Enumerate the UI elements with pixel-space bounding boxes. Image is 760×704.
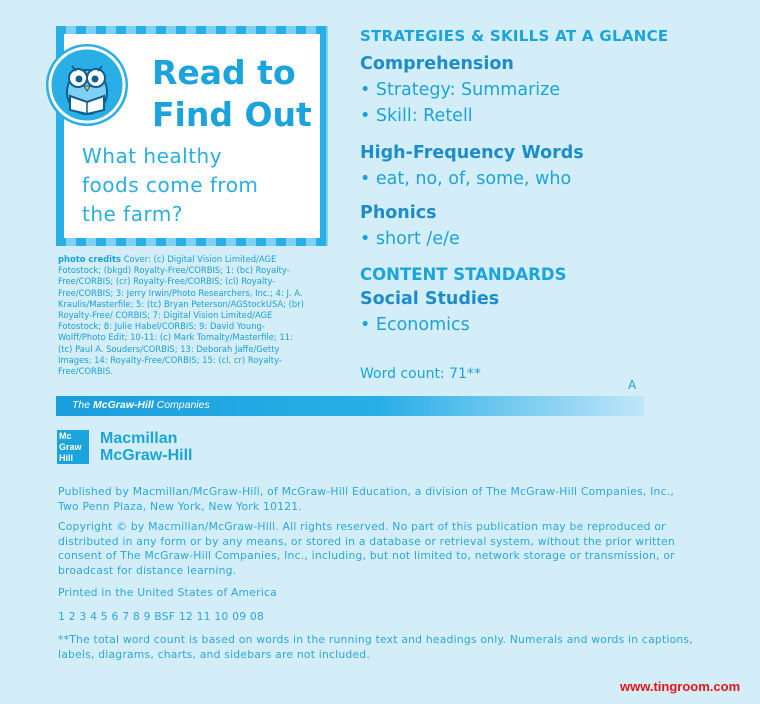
question-line-1: What healthy — [82, 144, 223, 168]
logo-mark-mc: Mc — [59, 431, 72, 441]
banner-prefix: The — [72, 399, 94, 411]
hfw-heading: High-Frequency Words — [360, 143, 584, 163]
phonics-item: • short /e/e — [360, 229, 460, 249]
mcgraw-hill-logo-mark — [57, 430, 89, 464]
phonics-heading: Phonics — [360, 203, 437, 223]
level-label: A — [628, 378, 637, 392]
read-to-find-out-box — [56, 26, 328, 246]
banner-suffix: Companies — [153, 399, 210, 411]
published-by-text: Published by Macmillan/McGraw-Hill, of McGraw-Hill Education, a division of The McGraw-Hill Companies, Inc., Two Penn Plaza, New York, New York 10121. — [58, 485, 674, 513]
comprehension-heading: Comprehension — [360, 54, 514, 74]
banner-brand: McGraw-Hill — [93, 399, 154, 411]
photo-credits-label: photo credits — [58, 254, 122, 264]
logo-mark-graw: Graw — [59, 442, 82, 452]
content-standards-heading: CONTENT STANDARDS — [360, 265, 567, 284]
read-box-question — [82, 142, 302, 229]
question-line-2: foods come from — [82, 173, 259, 197]
question-line-3: the farm? — [82, 202, 183, 226]
social-studies-heading: Social Studies — [360, 289, 500, 309]
photo-credits-text: Cover: (c) Digital Vision Limited/AGE Fotostock; (bkgd) Royalty-Free/CORBIS; 1: (bc) Royalty-Free/CORBIS; (cr) Royalty-Free/CORBIS; (cl) Royalty-Free/CORBIS; 3: Jerry Irwin/Photo Researchers, Inc.; 4: J. A. Kraulis/Masterfile; 5: (tc) Bryan Peterson/AGStockUSA; (br) Royalty-Free/ CORBIS; 7: Digital Vision Limited/AGE Fotostock; 8: Julie Habel/CORBIS; 9: David Young-Wolff/Photo Edit; 10-11: (c) Mark Tomalty/Masterfile; 11: (tc) Paul A. Souders/CORBIS; 13: Deborah Jaffe/Getty Images; 14: Royalty-Free/CORBIS; 15: (cl, cr) Royalty-Free/CORBIS. — [58, 254, 304, 377]
comprehension-item-skill: • Skill: Retell — [360, 106, 473, 126]
printed-in-text: Printed in the United States of America — [58, 586, 277, 599]
copyright-text: Copyright © by Macmillan/McGraw-Hill. All rights reserved. No part of this publication may be reproduced or distributed in any form or by any means, or stored in a database or retrieval system, without the prior written consent of The McGraw-Hill Companies, Inc., including, but not limited to, network storage or transmission, or broadcast for distance learning. — [58, 520, 675, 577]
read-box-title — [152, 52, 312, 136]
logo-line-macmillan: Macmillan — [100, 430, 178, 447]
hfw-item: • eat, no, of, some, who — [360, 169, 571, 189]
logo-mark-hill: Hill — [59, 453, 74, 463]
logo-line-mcgraw-hill: McGraw-Hill — [100, 447, 193, 464]
print-numbers: 1 2 3 4 5 6 7 8 9 BSF 12 11 10 09 08 — [58, 610, 265, 623]
watermark: www.tingroom.com — [620, 679, 741, 694]
social-studies-item: • Economics — [360, 315, 470, 335]
owl-reading-icon — [46, 44, 128, 126]
photo-credits — [58, 254, 308, 377]
title-line-1: Read to — [152, 53, 296, 92]
word-count-note: **The total word count is based on words in the running text and headings only. Numerals and words in captions, labels, diagrams, charts, and sidebars are not included. — [58, 633, 693, 661]
publisher-logo-text — [100, 430, 192, 464]
word-count: Word count: 71** — [360, 366, 481, 382]
comprehension-item-strategy: • Strategy: Summarize — [360, 80, 560, 100]
mcgraw-hill-banner-text — [72, 399, 210, 411]
mcgraw-hill-banner — [56, 396, 644, 416]
title-line-2: Find Out — [152, 95, 312, 134]
glance-heading: STRATEGIES & SKILLS AT A GLANCE — [360, 27, 669, 45]
